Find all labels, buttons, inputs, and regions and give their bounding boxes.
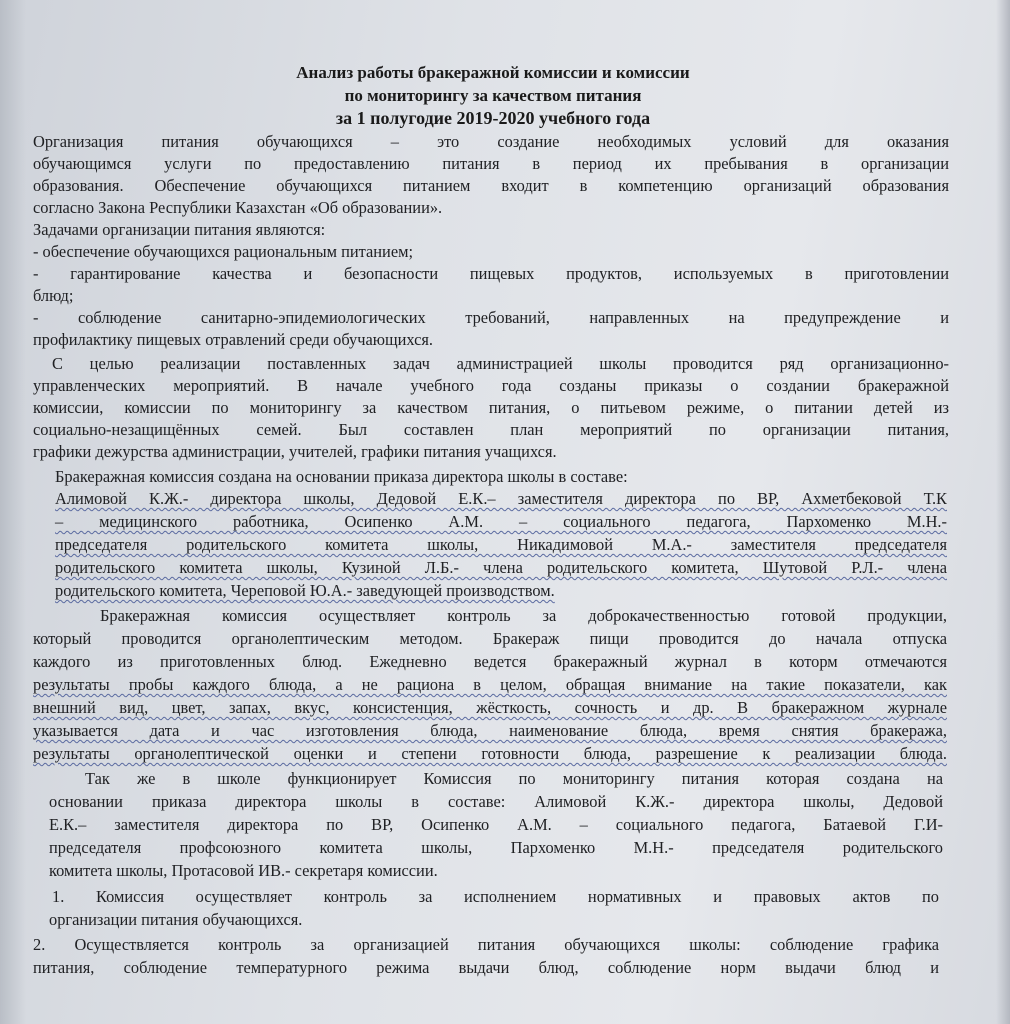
- text-line: блюд;: [33, 286, 74, 305]
- text-line: Так же в школе функционирует Комиссия по мониторингу питания которая создана на: [85, 769, 943, 788]
- text-line: комиссии, комиссии по мониторингу за качеством питания, о питьевом режиме, о питании детей из: [33, 398, 949, 417]
- text-line: комитета школы, Протасовой ИВ.- секретаря комиссии.: [49, 861, 438, 880]
- text-line: который проводится органолептическим методом. Бракераж пищи проводится до начала отпуска: [33, 629, 947, 648]
- list-item: - соблюдение санитарно-эпидемиологических требований, направленных на предупреждение и: [33, 308, 949, 327]
- document-title-line-3: за 1 полугодие 2019-2020 учебного года: [335, 108, 651, 128]
- text-line: – медицинского работника, Осипенко А.М. – социального педагога, Пархоменко М.Н.-: [55, 512, 947, 531]
- text-line: профилактику пищевых отравлений среди обучающихся.: [33, 330, 434, 349]
- text-line: Задачами организации питания являются:: [33, 220, 326, 239]
- text-line: питания, соблюдение температурного режима выдачи блюд, соблюдение норм выдачи блюд и: [33, 958, 939, 977]
- list-item: - гарантирование качества и безопасности пищевых продуктов, используемых в приготовлении: [33, 264, 949, 283]
- text-line: социально-незащищённых семей. Был составлен план мероприятий по организации питания,: [33, 420, 949, 439]
- list-item: 2. Осуществляется контроль за организацией питания обучающихся школы: соблюдение графика: [33, 935, 939, 954]
- page-shadow-left: [0, 0, 26, 1024]
- text-line: Е.К.– заместителя директора по ВР, Осипенко А.М. – социального педагога, Батаевой Г.И-: [49, 815, 943, 834]
- page-shadow-right: [996, 0, 1010, 1024]
- text-line: графики дежурства администрации, учителей, графики питания учащихся.: [33, 442, 557, 461]
- text-line: Бракеражная комиссия создана на основании приказа директора школы в составе:: [55, 467, 628, 486]
- text-line: родительского комитета школы, Кузиной Л.Б.- члена родительского комитета, Шутовой Р.Л.- члена: [55, 558, 947, 577]
- text-line: внешний вид, цвет, запах, вкус, консистенция, жёсткость, сочность и др. В бракеражном журнале: [33, 698, 947, 717]
- text-line: Бракеражная комиссия осуществляет контроль за доброкачественностью готовой продукции,: [100, 606, 947, 625]
- text-line: согласно Закона Республики Казахстан «Об образовании».: [33, 198, 443, 217]
- list-item: - обеспечение обучающихся рациональным питанием;: [33, 242, 414, 261]
- text-line: указывается дата и час изготовления блюда, наименование блюда, время снятия бракеража,: [33, 721, 947, 740]
- document-title-line-2: по мониторингу за качеством питания: [344, 86, 642, 105]
- text-line: председателя профсоюзного комитета школы, Пархоменко М.Н.- председателя родительского: [49, 838, 943, 857]
- text-line: родительского комитета, Череповой Ю.А.- заведующей производством.: [55, 581, 555, 600]
- text-line: Алимовой К.Ж.- директора школы, Дедовой Е.К.– заместителя директора по ВР, Ахметбековой Т.К: [55, 489, 947, 508]
- document-title-line-1: Анализ работы бракеражной комиссии и комиссии: [296, 63, 690, 82]
- text-line: председателя родительского комитета школы, Никадимовой М.А.- заместителя председателя: [55, 535, 947, 554]
- text-line: организации питания обучающихся.: [49, 910, 303, 929]
- text-line: управленческих мероприятий. В начале учебного года созданы приказы о создании бракеражной: [33, 376, 949, 395]
- list-item: 1. Комиссия осуществляет контроль за исполнением нормативных и правовых актов по: [52, 887, 939, 906]
- text-line: основании приказа директора школы в составе: Алимовой К.Ж.- директора школы, Дедовой: [49, 792, 943, 811]
- text-line: результаты органолептической оценки и степени готовности блюда, разрешение к реализации блюда.: [33, 744, 947, 763]
- text-line: результаты пробы каждого блюда, а не рациона в целом, обращая внимание на такие показатели, как: [33, 675, 947, 694]
- text-line: Организация питания обучающихся – это создание необходимых условий для оказания: [33, 132, 949, 151]
- text-line: обучающимся услуги по предоставлению питания в период их пребывания в организации: [33, 154, 949, 173]
- text-line: каждого из приготовленных блюд. Ежедневно ведется бракеражный журнал в которм отмечаются: [33, 652, 947, 671]
- text-line: образования. Обеспечение обучающихся питанием входит в компетенцию организаций образования: [33, 176, 949, 195]
- text-line: С целью реализации поставленных задач администрацией школы проводится ряд организационно-: [52, 354, 949, 373]
